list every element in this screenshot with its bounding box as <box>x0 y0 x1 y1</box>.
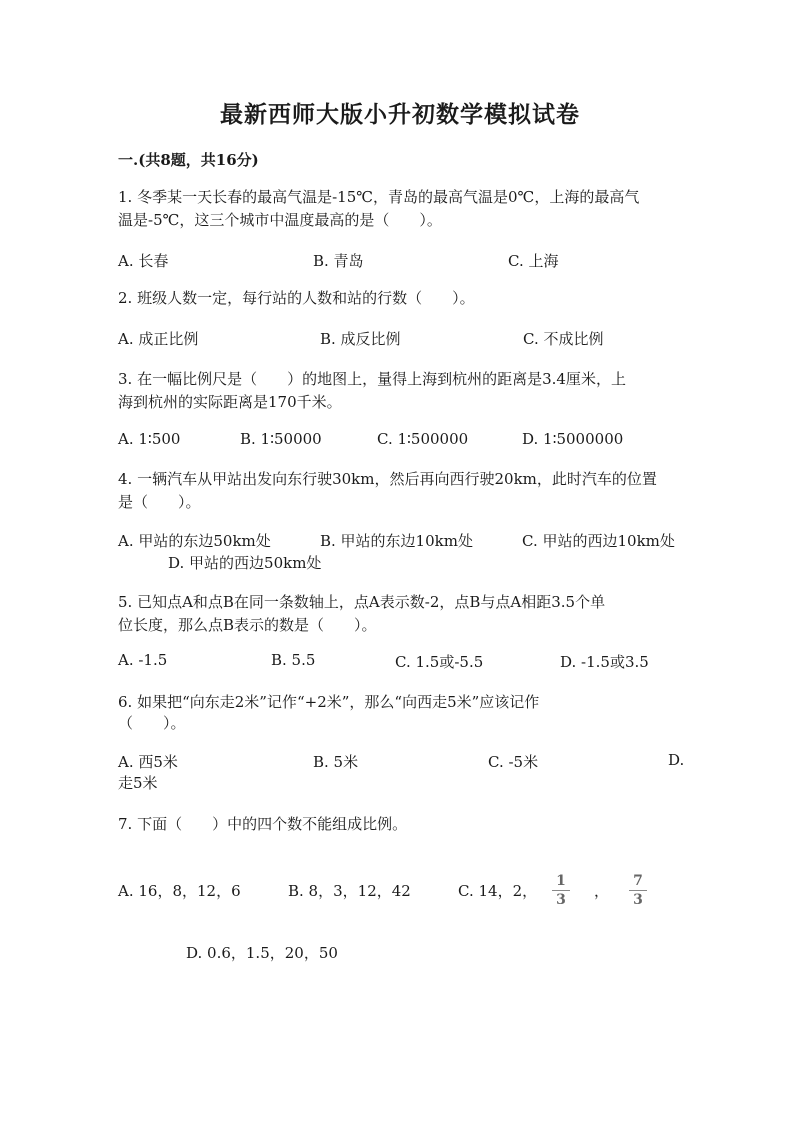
q4-option-c: C. 甲站的西边10km处 <box>522 532 675 550</box>
q7-option-d: D. 0.6，1.5，20，50 <box>186 944 338 962</box>
q3-option-c: C. 1∶500000 <box>377 430 469 448</box>
q4-option-a: A. 甲站的东边50km处 <box>118 532 271 550</box>
q2-option-b: B. 成反比例 <box>320 330 401 348</box>
q1-option-c: C. 上海 <box>508 252 559 270</box>
page-title: 最新西师大版小升初数学模拟试卷 <box>220 101 580 128</box>
question-6-line-1: 6. 如果把“向东走2米”记作“+2米”，那么“向西走5米”应该记作 <box>118 693 540 711</box>
q5-option-a: A. -1.5 <box>118 651 168 669</box>
fraction-numerator: 1 <box>556 873 566 889</box>
q7-option-a: A. 16，8，12，6 <box>118 882 241 900</box>
question-5-line-2: 位长度，那么点B表示的数是（ ）。 <box>118 616 377 634</box>
q6-option-c: C. -5米 <box>488 753 539 771</box>
q6-option-d-label: D. <box>668 751 685 769</box>
question-3-line-2: 海到杭州的实际距离是170千米。 <box>118 393 342 411</box>
question-1-line-1: 1. 冬季某一天长春的最高气温是-15℃，青岛的最高气温是0℃，上海的最高气 <box>118 188 640 206</box>
question-6-line-2: （ ）。 <box>118 714 186 732</box>
q6-option-d-text: 走5米 <box>118 774 158 792</box>
fraction-seven-thirds <box>629 873 647 908</box>
fraction-bar <box>629 890 647 891</box>
q3-option-d: D. 1∶5000000 <box>522 430 624 448</box>
question-5-line-1: 5. 已知点A和点B在同一条数轴上，点A表示数-2，点B与点A相距3.5个单 <box>118 593 606 611</box>
section-heading: 一.(共8题，共16分) <box>118 151 259 169</box>
q4-option-d: D. 甲站的西边50km处 <box>168 554 322 572</box>
q7-option-c-separator: ， <box>594 882 610 900</box>
q2-option-a: A. 成正比例 <box>118 330 199 348</box>
question-1-line-2: 温是-5℃，这三个城市中温度最高的是（ ）。 <box>118 211 442 229</box>
fraction-denominator: 3 <box>633 892 643 908</box>
question-3-line-1: 3. 在一幅比例尺是（ ）的地图上，量得上海到杭州的距离是3.4厘米，上 <box>118 370 626 388</box>
q6-option-a: A. 西5米 <box>118 753 178 771</box>
q3-option-a: A. 1∶500 <box>118 430 181 448</box>
fraction-bar <box>552 890 570 891</box>
q6-option-b: B. 5米 <box>313 753 359 771</box>
question-4-line-2: 是（ ）。 <box>118 493 201 511</box>
q7-option-c: C. 14，2， <box>458 882 538 900</box>
q5-option-b: B. 5.5 <box>271 651 316 669</box>
question-2-line-1: 2. 班级人数一定，每行站的人数和站的行数（ ）。 <box>118 289 475 307</box>
q7-option-b: B. 8，3，12，42 <box>288 882 411 900</box>
fraction-one-third <box>552 873 570 908</box>
q1-option-b: B. 青岛 <box>313 252 364 270</box>
q4-option-b: B. 甲站的东边10km处 <box>320 532 473 550</box>
question-4-line-1: 4. 一辆汽车从甲站出发向东行驶30km，然后再向西行驶20km，此时汽车的位置 <box>118 470 657 488</box>
q3-option-b: B. 1∶50000 <box>240 430 322 448</box>
question-7-line-1: 7. 下面（ ）中的四个数不能组成比例。 <box>118 815 408 833</box>
fraction-denominator: 3 <box>556 892 566 908</box>
q5-option-d: D. -1.5或3.5 <box>560 653 649 671</box>
q1-option-a: A. 长春 <box>118 252 169 270</box>
q5-option-c: C. 1.5或-5.5 <box>395 653 484 671</box>
fraction-numerator: 7 <box>633 873 643 889</box>
q2-option-c: C. 不成比例 <box>523 330 604 348</box>
